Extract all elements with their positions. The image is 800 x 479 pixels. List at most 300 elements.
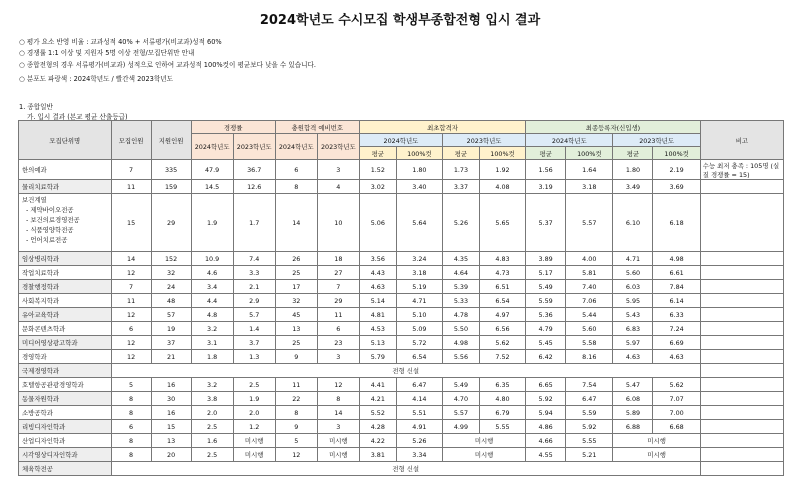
data-cell: 6.54 (396, 350, 442, 364)
data-cell: 6 (111, 322, 151, 336)
data-cell: 미시행 (233, 448, 275, 462)
header-year: 2023학년도 (233, 134, 275, 160)
data-cell: 5.55 (479, 420, 525, 434)
data-cell: 5.57 (443, 406, 480, 420)
unit-name-cell: 시각영상디자인학과 (19, 448, 112, 462)
new-track-cell: 전형 신설 (111, 364, 700, 378)
data-cell: 7.00 (653, 406, 700, 420)
data-cell: 11 (111, 180, 151, 194)
data-cell: 26 (275, 252, 317, 266)
data-cell: 5.36 (526, 308, 566, 322)
data-cell: 4.21 (359, 392, 396, 406)
unit-name-line: 보건계열 (22, 196, 47, 204)
data-cell: 1.64 (566, 160, 613, 180)
data-cell: 4.43 (359, 266, 396, 280)
data-cell: 3.4 (191, 280, 233, 294)
data-cell: 36.7 (233, 160, 275, 180)
data-cell: 6.54 (479, 294, 525, 308)
data-cell: 8 (275, 180, 317, 194)
data-cell: 4.08 (479, 180, 525, 194)
note-cell (700, 406, 783, 420)
data-cell: 3.24 (396, 252, 442, 266)
data-cell: 6.47 (566, 392, 613, 406)
data-cell: 152 (151, 252, 191, 266)
data-cell: 22 (275, 392, 317, 406)
unit-name-cell: 호텔항공관광경영학과 (19, 378, 112, 392)
data-cell: 1.92 (479, 160, 525, 180)
data-cell: 5.39 (443, 280, 480, 294)
unit-name-cell: 미디어영상광고학과 (19, 336, 112, 350)
note-line: ○ 평가 요소 반영 비율 : 교과성적 40% + 서류평가(비교과)성적 60% (19, 38, 222, 46)
header-avg: 평균 (443, 147, 480, 160)
data-cell: 5.19 (396, 280, 442, 294)
table-row (19, 364, 784, 378)
table-body (19, 160, 784, 476)
unit-name-cell (19, 194, 112, 252)
data-cell: 18 (317, 252, 359, 266)
data-cell: 12 (111, 350, 151, 364)
data-cell: 5.26 (396, 434, 442, 448)
data-cell: 4.41 (359, 378, 396, 392)
data-cell: 5.92 (526, 392, 566, 406)
data-cell: 4.80 (479, 392, 525, 406)
note-cell (700, 392, 783, 406)
note-cell (700, 462, 783, 476)
data-cell: 5.45 (526, 336, 566, 350)
data-cell: 2.9 (233, 294, 275, 308)
data-cell: 25 (275, 266, 317, 280)
data-cell: 5.10 (396, 308, 442, 322)
unit-name-line: - 식품영양학전공 (26, 226, 74, 234)
data-cell: 2.1 (233, 280, 275, 294)
data-cell: 5.7 (233, 308, 275, 322)
note-cell (700, 308, 783, 322)
data-cell: 4.63 (359, 280, 396, 294)
data-cell: 4.83 (479, 252, 525, 266)
header-note: 비고 (700, 121, 783, 160)
data-cell: 3 (317, 160, 359, 180)
data-cell: 2.19 (653, 160, 700, 180)
data-cell: 7.84 (653, 280, 700, 294)
header-unit: 모집단위명 (19, 121, 112, 160)
data-cell: 15 (111, 194, 151, 252)
data-cell: 12 (275, 448, 317, 462)
data-cell: 5.51 (396, 406, 442, 420)
note-cell (700, 280, 783, 294)
header-year: 2024학년도 (359, 134, 442, 147)
data-cell: 5.56 (443, 350, 480, 364)
data-cell: 3.56 (359, 252, 396, 266)
data-cell: 4.71 (396, 294, 442, 308)
data-cell: 미시행 (233, 434, 275, 448)
header-year: 2023학년도 (613, 134, 700, 147)
data-cell: 7 (111, 280, 151, 294)
data-cell: 12.6 (233, 180, 275, 194)
not-held-cell: 미시행 (443, 434, 526, 448)
data-cell: 4.66 (526, 434, 566, 448)
header-quota: 모집인원 (111, 121, 151, 160)
data-cell: 8 (111, 406, 151, 420)
data-cell: 5.50 (443, 322, 480, 336)
data-cell: 8 (317, 392, 359, 406)
header-applicants: 지원인원 (151, 121, 191, 160)
data-cell: 3.2 (191, 322, 233, 336)
data-cell: 3.89 (526, 252, 566, 266)
note-cell (700, 180, 783, 194)
unit-name-line: - 보건의료경영전공 (26, 216, 80, 224)
data-cell: 13 (275, 322, 317, 336)
data-cell: 19 (151, 322, 191, 336)
data-cell: 5.26 (443, 194, 480, 252)
data-cell: 1.3 (233, 350, 275, 364)
data-cell: 6.68 (653, 420, 700, 434)
data-cell: 9 (275, 420, 317, 434)
data-cell: 14 (111, 252, 151, 266)
data-cell: 4.63 (653, 350, 700, 364)
data-cell: 8 (111, 434, 151, 448)
data-cell: 6.79 (479, 406, 525, 420)
data-cell: 3.69 (653, 180, 700, 194)
data-cell: 5.65 (479, 194, 525, 252)
note-cell (700, 336, 783, 350)
data-cell: 4.73 (479, 266, 525, 280)
data-cell: 7.06 (566, 294, 613, 308)
data-cell: 5 (275, 434, 317, 448)
data-cell: 3.81 (359, 448, 396, 462)
data-cell: 6.03 (613, 280, 653, 294)
data-cell: 3.19 (526, 180, 566, 194)
data-cell: 3 (317, 420, 359, 434)
data-cell: 12 (111, 336, 151, 350)
data-cell: 4.4 (191, 294, 233, 308)
data-cell: 4.98 (653, 252, 700, 266)
data-cell: 7.4 (233, 252, 275, 266)
table-row (19, 294, 784, 308)
data-cell: 5.89 (613, 406, 653, 420)
data-cell: 1.9 (191, 194, 233, 252)
data-cell: 3.34 (396, 448, 442, 462)
data-cell: 3.18 (396, 266, 442, 280)
unit-name-cell: 유아교육학과 (19, 308, 112, 322)
unit-name-cell: 국제경영학과 (19, 364, 112, 378)
data-cell: 6.35 (479, 378, 525, 392)
data-cell: 5.81 (566, 266, 613, 280)
unit-name-cell: 경찰행정학과 (19, 280, 112, 294)
unit-name-cell: 산업디자인학과 (19, 434, 112, 448)
table-row (19, 194, 784, 252)
data-cell: 5.09 (396, 322, 442, 336)
table-row (19, 160, 784, 180)
table-row (19, 462, 784, 476)
unit-name-cell: 사회복지학과 (19, 294, 112, 308)
unit-name-cell: 문화콘텐츠학과 (19, 322, 112, 336)
header-year: 2024학년도 (526, 134, 613, 147)
data-cell: 5.72 (396, 336, 442, 350)
data-cell: 8 (111, 392, 151, 406)
data-cell: 5.94 (526, 406, 566, 420)
data-cell: 11 (111, 294, 151, 308)
data-cell: 5.17 (526, 266, 566, 280)
data-cell: 4.79 (526, 322, 566, 336)
data-cell: 6.51 (479, 280, 525, 294)
header-year: 2024학년도 (275, 134, 317, 160)
data-cell: 7.40 (566, 280, 613, 294)
data-cell: 4.97 (479, 308, 525, 322)
data-cell: 미시행 (317, 448, 359, 462)
data-cell: 2.5 (191, 448, 233, 462)
data-cell: 3.2 (191, 378, 233, 392)
data-cell: 25 (275, 336, 317, 350)
data-cell: 4.63 (613, 350, 653, 364)
data-cell: 32 (275, 294, 317, 308)
data-cell: 10.9 (191, 252, 233, 266)
unit-name-cell: 한의예과 (19, 160, 112, 180)
data-cell: 6.08 (613, 392, 653, 406)
new-track-cell: 전형 신설 (111, 462, 700, 476)
header-year: 2023학년도 (317, 134, 359, 160)
data-cell: 12 (317, 378, 359, 392)
note-cell (700, 266, 783, 280)
data-cell: 29 (151, 194, 191, 252)
table-row (19, 252, 784, 266)
data-cell: 5.49 (526, 280, 566, 294)
data-cell: 7.24 (653, 322, 700, 336)
data-cell: 7 (317, 280, 359, 294)
unit-name-cell: 작업치료학과 (19, 266, 112, 280)
data-cell: 5.55 (566, 434, 613, 448)
note-cell (700, 434, 783, 448)
table-row (19, 406, 784, 420)
data-cell: 미시행 (317, 434, 359, 448)
data-cell: 24 (151, 280, 191, 294)
note-cell (700, 350, 783, 364)
data-cell: 4.35 (443, 252, 480, 266)
table-row (19, 392, 784, 406)
data-cell: 5.60 (566, 322, 613, 336)
data-cell: 3.8 (191, 392, 233, 406)
data-cell: 6 (111, 420, 151, 434)
unit-name-cell: 체육학전공 (19, 462, 112, 476)
data-cell: 5.13 (359, 336, 396, 350)
data-cell: 1.80 (613, 160, 653, 180)
data-cell: 7.52 (479, 350, 525, 364)
data-cell: 3.3 (233, 266, 275, 280)
header-year: 2023학년도 (443, 134, 526, 147)
header-year: 2024학년도 (191, 134, 233, 160)
data-cell: 5.43 (613, 308, 653, 322)
data-cell: 5.95 (613, 294, 653, 308)
notes (19, 37, 316, 86)
note-line: ○ 경쟁률 1:1 이상 및 지원자 5명 이상 전형/모집단위만 안내 (19, 49, 195, 58)
data-cell: 5.14 (359, 294, 396, 308)
data-cell: 4.86 (526, 420, 566, 434)
data-cell: 5 (111, 378, 151, 392)
data-cell: 6.14 (653, 294, 700, 308)
data-cell: 14.5 (191, 180, 233, 194)
data-cell: 12 (111, 308, 151, 322)
unit-name-cell: 경영학과 (19, 350, 112, 364)
data-cell: 7.07 (653, 392, 700, 406)
data-cell: 7.54 (566, 378, 613, 392)
data-cell: 37 (151, 336, 191, 350)
table-row (19, 434, 784, 448)
data-cell: 5.21 (566, 448, 613, 462)
table-row (19, 180, 784, 194)
data-cell: 3 (317, 350, 359, 364)
data-cell: 5.62 (479, 336, 525, 350)
data-cell: 3.02 (359, 180, 396, 194)
table-row (19, 308, 784, 322)
data-cell: 1.52 (359, 160, 396, 180)
data-cell: 6.42 (526, 350, 566, 364)
not-held-cell: 미시행 (443, 448, 526, 462)
note-cell (700, 252, 783, 266)
data-cell: 48 (151, 294, 191, 308)
table-row (19, 280, 784, 294)
data-cell: 6 (275, 160, 317, 180)
note-line: ○ 종합전형의 경우 서류평가(비교과) 성적으로 인하여 교과성적 100%컷이 평균보다 낮을 수 있습니다. (19, 60, 316, 69)
note-cell (700, 448, 783, 462)
note-cell (700, 378, 783, 392)
data-cell: 16 (151, 406, 191, 420)
data-cell: 4.28 (359, 420, 396, 434)
data-cell: 3.49 (613, 180, 653, 194)
data-cell: 1.4 (233, 322, 275, 336)
header-cut: 100%컷 (396, 147, 442, 160)
data-cell: 5.37 (526, 194, 566, 252)
data-cell: 5.92 (566, 420, 613, 434)
header-competition: 경쟁률 (191, 121, 275, 134)
header-waitlist: 충원합격 예비번호 (275, 121, 359, 134)
data-cell: 11 (317, 308, 359, 322)
data-cell: 14 (275, 194, 317, 252)
header-avg: 평균 (613, 147, 653, 160)
table-row (19, 350, 784, 364)
unit-name-cell: 리빙디자인학과 (19, 420, 112, 434)
section-heading: 1. 종합일반 (19, 103, 53, 111)
data-cell: 23 (317, 336, 359, 350)
unit-name-line: - 제약바이오전공 (26, 206, 74, 214)
data-cell: 4.22 (359, 434, 396, 448)
data-cell: 32 (151, 266, 191, 280)
data-cell: 4.55 (526, 448, 566, 462)
data-cell: 6.69 (653, 336, 700, 350)
data-cell: 4.78 (443, 308, 480, 322)
data-cell: 3.37 (443, 180, 480, 194)
data-cell: 5.79 (359, 350, 396, 364)
header-cut: 100%컷 (479, 147, 525, 160)
data-cell: 57 (151, 308, 191, 322)
data-cell: 6.56 (479, 322, 525, 336)
data-cell: 5.58 (566, 336, 613, 350)
data-cell: 4.8 (191, 308, 233, 322)
data-cell: 1.9 (233, 392, 275, 406)
table-row (19, 322, 784, 336)
data-cell: 5.49 (443, 378, 480, 392)
header-cut: 100%컷 (653, 147, 700, 160)
data-cell: 6.83 (613, 322, 653, 336)
note-cell (700, 420, 783, 434)
data-cell: 5.59 (526, 294, 566, 308)
data-cell: 10 (317, 194, 359, 252)
data-cell: 5.44 (566, 308, 613, 322)
data-cell: 159 (151, 180, 191, 194)
data-cell: 3.1 (191, 336, 233, 350)
data-cell: 335 (151, 160, 191, 180)
data-cell: 4.6 (191, 266, 233, 280)
data-cell: 4.00 (566, 252, 613, 266)
data-cell: 4.81 (359, 308, 396, 322)
table-row (19, 336, 784, 350)
table-row (19, 420, 784, 434)
data-cell: 4 (317, 180, 359, 194)
data-cell: 3.18 (566, 180, 613, 194)
unit-name-cell: 동물자원학과 (19, 392, 112, 406)
note-cell (700, 322, 783, 336)
data-cell: 16 (151, 378, 191, 392)
header-avg: 평균 (526, 147, 566, 160)
not-held-cell: 미시행 (613, 434, 700, 448)
data-cell: 4.98 (443, 336, 480, 350)
table-row (19, 448, 784, 462)
note-cell (700, 364, 783, 378)
not-held-cell: 미시행 (613, 448, 700, 462)
table-row (19, 378, 784, 392)
data-cell: 4.70 (443, 392, 480, 406)
data-cell: 4.53 (359, 322, 396, 336)
data-cell: 1.8 (191, 350, 233, 364)
note-cell (700, 294, 783, 308)
data-cell: 5.64 (396, 194, 442, 252)
data-cell: 5.62 (653, 378, 700, 392)
data-cell: 6 (317, 322, 359, 336)
data-cell: 47.9 (191, 160, 233, 180)
data-cell: 5.59 (566, 406, 613, 420)
data-cell: 4.14 (396, 392, 442, 406)
data-cell: 2.0 (233, 406, 275, 420)
subsection-heading: 가. 입시 결과 (본교 평균 산출등급) (27, 113, 128, 121)
data-cell: 13 (151, 434, 191, 448)
data-cell: 9 (275, 350, 317, 364)
data-cell: 5.52 (359, 406, 396, 420)
note-cell: 수능 최저 충족 : 105명 (실질 경쟁률 = 15) (700, 160, 783, 180)
data-cell: 1.56 (526, 160, 566, 180)
admission-results-table (18, 120, 784, 476)
data-cell: 45 (275, 308, 317, 322)
data-cell: 2.5 (191, 420, 233, 434)
data-cell: 5.57 (566, 194, 613, 252)
data-cell: 3.40 (396, 180, 442, 194)
data-cell: 6.65 (526, 378, 566, 392)
header-avg: 평균 (359, 147, 396, 160)
data-cell: 1.73 (443, 160, 480, 180)
data-cell: 7 (111, 160, 151, 180)
data-cell: 11 (275, 378, 317, 392)
data-cell: 20 (151, 448, 191, 462)
unit-name-line: - 언어치료전공 (26, 236, 68, 244)
data-cell: 8 (111, 448, 151, 462)
header-final: 최종등록자(신입생) (526, 121, 701, 134)
unit-name-cell: 소방공학과 (19, 406, 112, 420)
data-cell: 5.06 (359, 194, 396, 252)
unit-name-cell: 임상병리학과 (19, 252, 112, 266)
table-row (19, 266, 784, 280)
data-cell: 5.47 (613, 378, 653, 392)
data-cell: 6.61 (653, 266, 700, 280)
data-cell: 6.47 (396, 378, 442, 392)
data-cell: 17 (275, 280, 317, 294)
data-cell: 6.18 (653, 194, 700, 252)
